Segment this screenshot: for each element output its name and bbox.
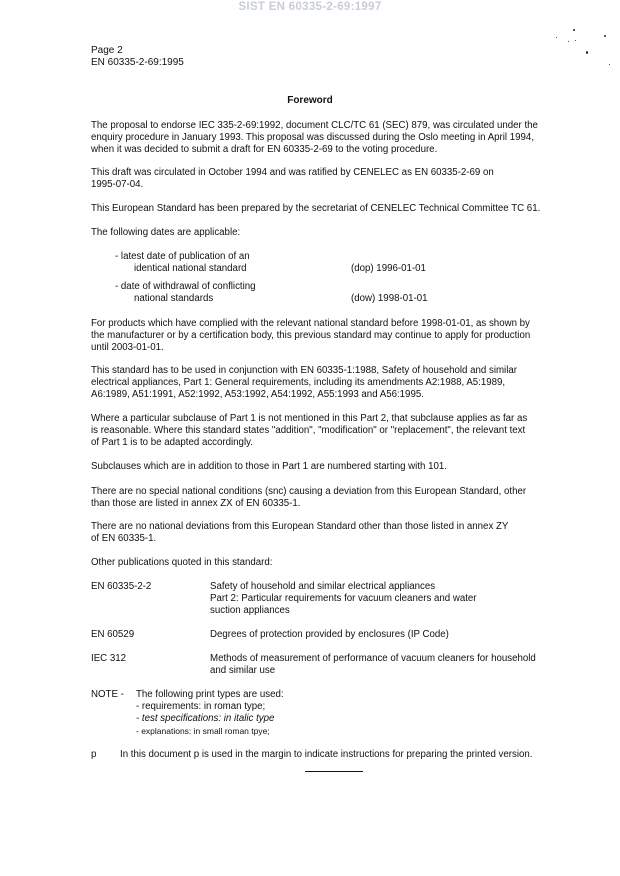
publication-ref: IEC 312 [91, 653, 127, 664]
paragraph-proposal: The proposal to endorse IEC 335-2-69:1992, document CLC/TC 61 (SEC) 879, was circulated under the enquiry procedure in January 1993. This proposal was discussed during the Oslo meeting in April 1994, when it was decided to submit a draft for EN 60335-2-69 to the voting procedure. [91, 120, 538, 155]
paragraph-numbering: Subclauses which are in addition to those in Part 1 are numbered starting with 101. [91, 461, 447, 472]
paragraph-dates-intro: The following dates are applicable: [91, 227, 241, 238]
note-label: NOTE - [91, 689, 124, 700]
date-value: (dop) 1996-01-01 [351, 263, 426, 274]
paragraph-transition: For products which have complied with the relevant national standard before 1998-01-01, as shown by the manufacturer or by a certification body, this previous standard may continue to apply for production until 2003-01-01. [91, 318, 531, 353]
paragraph-ratification: This draft was circulated in October 1994 and was ratified by CENELEC as EN 60335-2-69 on 1995-07-04. [91, 167, 494, 190]
paragraph-snc: There are no special national conditions (snc) causing a deviation from this European Standard, other than those are listed in annex ZX of EN 60335-1. [91, 486, 527, 509]
paragraph-secretariat: This European Standard has been prepared by the secretariat of CENELEC Technical Committee TC 61. [91, 203, 541, 214]
paragraph-conjunction: This standard has to be used in conjunction with EN 60335-1:1988, Safety of household and similar electrical appliances, Part 1: General requirements, including its amendments A2:1988, A5:1989, A6:1989, A51:1991, A52:1992, A53:1992, A54:1992, A55:1993 and A56:1995. [91, 365, 517, 400]
document-id: EN 60335-2-69:1995 [91, 57, 184, 68]
publication-ref: EN 60529 [91, 629, 135, 640]
watermark: SIST EN 60335-2-69:1997 [238, 1, 382, 13]
paragraph-deviations: There are no national deviations from this European Standard other than those listed in annex ZY of EN 60335-1. [91, 521, 509, 544]
page-number: Page 2 [91, 45, 123, 56]
date-value: (dow) 1998-01-01 [351, 293, 428, 304]
margin-marker: p [91, 749, 97, 760]
paragraph-publications-intro: Other publications quoted in this standard: [91, 557, 273, 568]
paragraph-subclause: Where a particular subclause of Part 1 is not mentioned in this Part 2, that subclause applies as far as is reasonable. Where this standard states "addition", "modification" or "replacement", the relevant text of Part 1 is to be adapted accordingly. [91, 413, 528, 448]
foreword-title: Foreword [287, 95, 333, 106]
publication-ref: EN 60335-2-2 [91, 581, 152, 592]
end-rule [305, 771, 363, 772]
